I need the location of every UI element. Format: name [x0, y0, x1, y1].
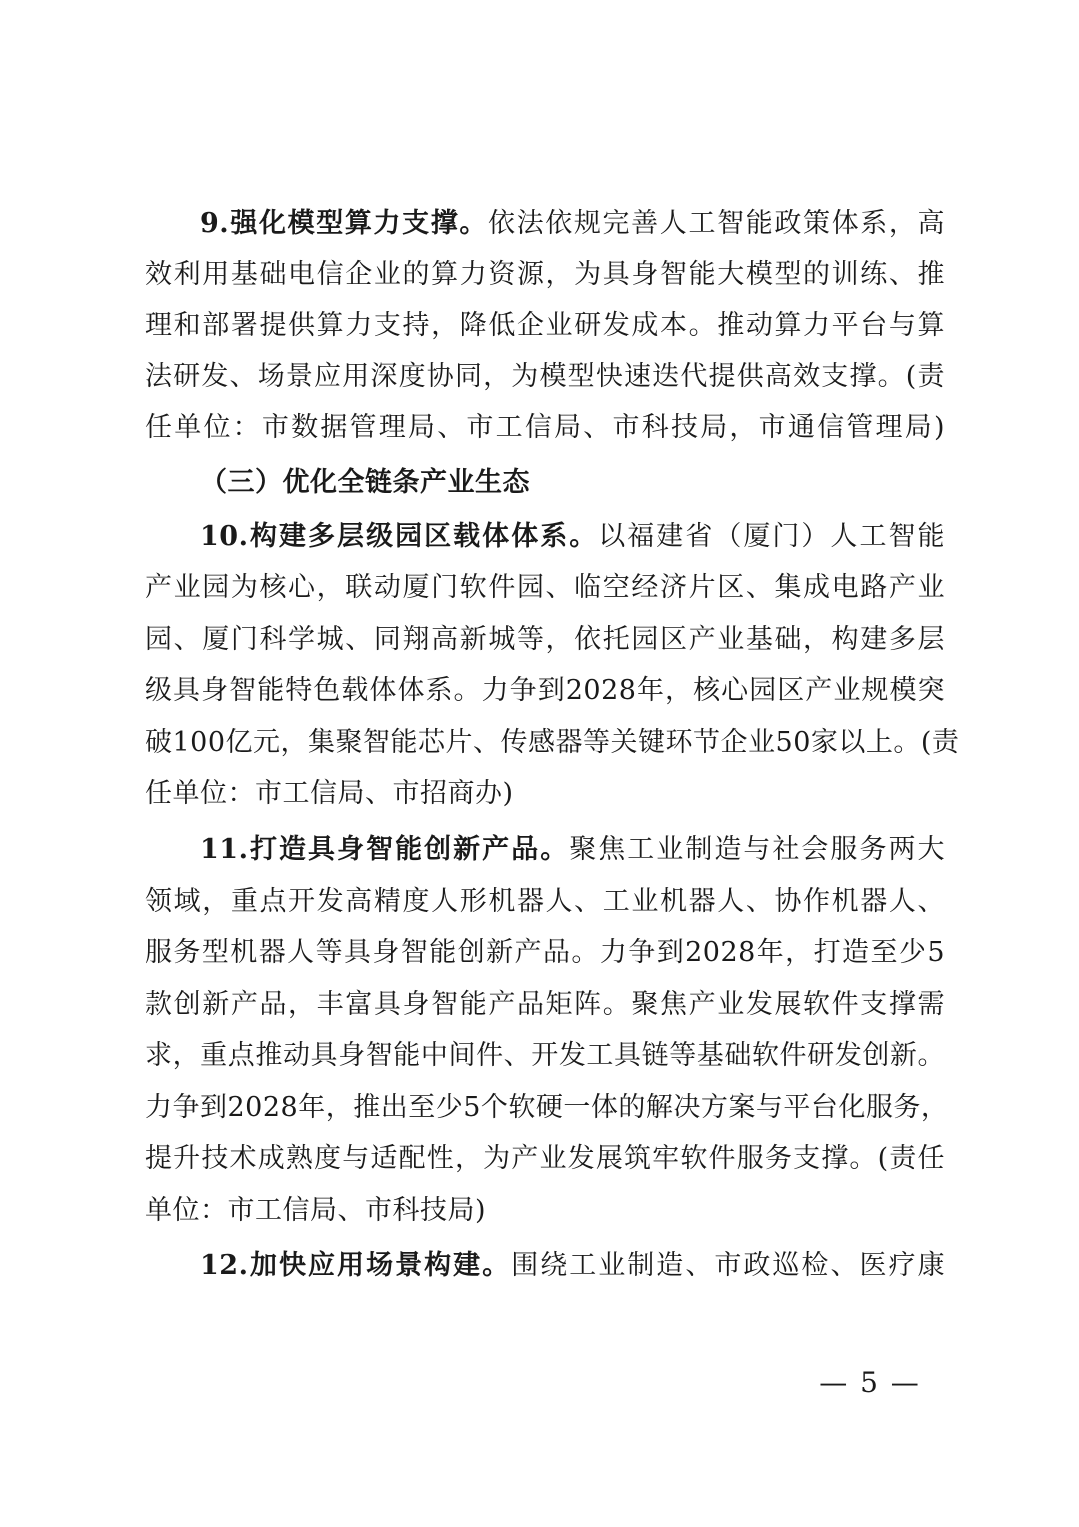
page-number: — 5 — [819, 1366, 921, 1399]
paragraph-11-line-1 [200, 832, 945, 868]
paragraph-12-text: 围绕工业制造、市政巡检、医疗康 [511, 1250, 946, 1281]
paragraph-11-text: 聚焦工业制造与社会服务两大 [569, 834, 945, 865]
paragraph-10-text: 以福建省（厦门）人工智能 [598, 521, 946, 552]
paragraph-11-line-5: 求，重点推动具身智能中间件、开发工具链等基础软件研发创新。 [145, 1040, 945, 1071]
paragraph-10-line-6: 任单位：市工信局、市招商办) [145, 778, 514, 809]
paragraph-10-line-3: 园、厦门科学城、同翔高新城等，依托园区产业基础，构建多层 [145, 624, 945, 655]
paragraph-11-line-4: 款创新产品，丰富具身智能产品矩阵。聚焦产业发展软件支撑需 [145, 989, 945, 1020]
paragraph-12-line-1 [200, 1248, 945, 1284]
paragraph-11-title: 11.打造具身智能创新产品。 [200, 834, 570, 865]
paragraph-9-line-3: 理和部署提供算力支持，降低企业研发成本。推动算力平台与算 [145, 310, 945, 341]
section-heading: （三）优化全链条产业生态 [200, 467, 530, 498]
paragraph-9-line-5: 任单位：市数据管理局、市工信局、市科技局，市通信管理局) [145, 412, 945, 443]
paragraph-12-title: 12.加快应用场景构建。 [200, 1250, 512, 1281]
paragraph-9-line-4: 法研发、场景应用深度协同，为模型快速迭代提供高效支撑。(责 [145, 361, 945, 392]
paragraph-11-line-7: 提升技术成熟度与适配性，为产业发展筑牢软件服务支撑。(责任 [145, 1143, 945, 1174]
paragraph-9-text: 依法依规完善人工智能政策体系，高 [488, 208, 946, 239]
paragraph-9-line-1 [200, 206, 945, 242]
paragraph-10-line-5: 破100亿元，集聚智能芯片、传感器等关键环节企业50家以上。(责 [145, 727, 960, 758]
paragraph-11-line-6: 力争到2028年，推出至少5个软硬一体的解决方案与平台化服务， [145, 1092, 949, 1123]
paragraph-10-line-2: 产业园为核心，联动厦门软件园、临空经济片区、集成电路产业 [145, 572, 945, 603]
paragraph-9-title: 9.强化模型算力支撑。 [200, 208, 489, 239]
paragraph-10-title: 10.构建多层级园区载体体系。 [200, 521, 599, 552]
paragraph-11-line-8: 单位：市工信局、市科技局) [145, 1195, 487, 1226]
paragraph-9-line-2: 效利用基础电信企业的算力资源，为具身智能大模型的训练、推 [145, 259, 945, 290]
paragraph-10-line-1 [200, 519, 945, 555]
paragraph-11-line-3: 服务型机器人等具身智能创新产品。力争到2028年，打造至少5 [145, 937, 945, 968]
paragraph-11-line-2: 领域，重点开发高精度人形机器人、工业机器人、协作机器人、 [145, 886, 945, 917]
paragraph-10-line-4: 级具身智能特色载体体系。力争到2028年，核心园区产业规模突 [145, 675, 945, 706]
